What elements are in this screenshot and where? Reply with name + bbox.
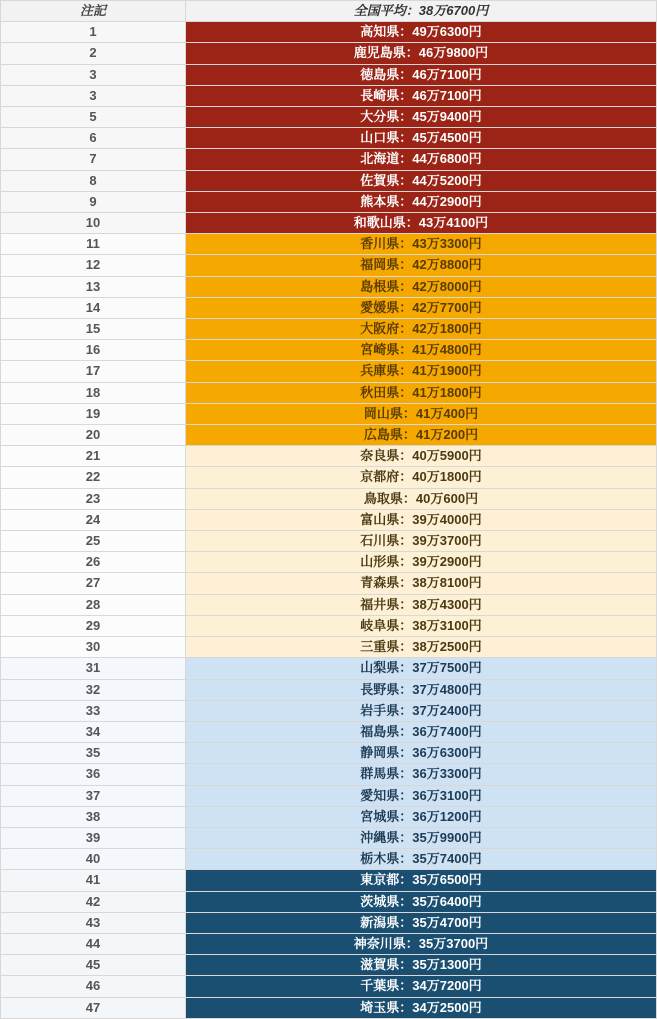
row-rank: 45 xyxy=(1,955,186,976)
table-row xyxy=(1,912,657,933)
table-row xyxy=(1,997,657,1018)
table-row xyxy=(1,721,657,742)
row-rank: 6 xyxy=(1,128,186,149)
table-row xyxy=(1,531,657,552)
row-prefecture-value: 岐阜県：38万3100円 xyxy=(186,615,657,636)
row-rank: 33 xyxy=(1,700,186,721)
table-row xyxy=(1,467,657,488)
table-row xyxy=(1,446,657,467)
table-row xyxy=(1,743,657,764)
row-rank: 39 xyxy=(1,827,186,848)
row-prefecture-value: 秋田県：41万1800円 xyxy=(186,382,657,403)
table-row xyxy=(1,382,657,403)
row-rank: 47 xyxy=(1,997,186,1018)
row-rank: 34 xyxy=(1,721,186,742)
row-prefecture-value: 愛知県：36万3100円 xyxy=(186,785,657,806)
row-prefecture-value: 青森県：38万8100円 xyxy=(186,573,657,594)
row-rank: 17 xyxy=(1,361,186,382)
row-rank: 7 xyxy=(1,149,186,170)
row-prefecture-value: 山形県：39万2900円 xyxy=(186,552,657,573)
table-row xyxy=(1,107,657,128)
row-prefecture-value: 京都府：40万1800円 xyxy=(186,467,657,488)
row-rank: 41 xyxy=(1,870,186,891)
row-rank: 9 xyxy=(1,191,186,212)
row-rank: 38 xyxy=(1,806,186,827)
table-row xyxy=(1,22,657,43)
row-rank: 14 xyxy=(1,297,186,318)
table-row xyxy=(1,933,657,954)
row-rank: 29 xyxy=(1,615,186,636)
table-row xyxy=(1,637,657,658)
table-row xyxy=(1,594,657,615)
table-row xyxy=(1,170,657,191)
row-prefecture-value: 兵庫県：41万1900円 xyxy=(186,361,657,382)
row-prefecture-value: 福井県：38万4300円 xyxy=(186,594,657,615)
row-prefecture-value: 山梨県：37万7500円 xyxy=(186,658,657,679)
table-header xyxy=(1,1,657,22)
row-prefecture-value: 高知県：49万6300円 xyxy=(186,22,657,43)
row-prefecture-value: 宮崎県：41万4800円 xyxy=(186,340,657,361)
table-row xyxy=(1,361,657,382)
table-row xyxy=(1,319,657,340)
row-prefecture-value: 千葉県：34万7200円 xyxy=(186,976,657,997)
table-row xyxy=(1,827,657,848)
table-row xyxy=(1,785,657,806)
row-rank: 27 xyxy=(1,573,186,594)
row-prefecture-value: 三重県：38万2500円 xyxy=(186,637,657,658)
row-prefecture-value: 鳥取県：40万600円 xyxy=(186,488,657,509)
row-prefecture-value: 長崎県：46万7100円 xyxy=(186,85,657,106)
table-row xyxy=(1,891,657,912)
table-row xyxy=(1,615,657,636)
table-row xyxy=(1,573,657,594)
row-prefecture-value: 山口県：45万4500円 xyxy=(186,128,657,149)
row-prefecture-value: 和歌山県：43万4100円 xyxy=(186,213,657,234)
table-row xyxy=(1,85,657,106)
row-prefecture-value: 熊本県：44万2900円 xyxy=(186,191,657,212)
row-prefecture-value: 香川県：43万3300円 xyxy=(186,234,657,255)
row-rank: 2 xyxy=(1,43,186,64)
header-national-average: 全国平均：38万6700円 xyxy=(186,1,657,22)
row-rank: 8 xyxy=(1,170,186,191)
table-row xyxy=(1,425,657,446)
row-prefecture-value: 宮城県：36万1200円 xyxy=(186,806,657,827)
row-prefecture-value: 茨城県：35万6400円 xyxy=(186,891,657,912)
row-rank: 30 xyxy=(1,637,186,658)
row-prefecture-value: 北海道：44万6800円 xyxy=(186,149,657,170)
row-prefecture-value: 佐賀県：44万5200円 xyxy=(186,170,657,191)
table-row xyxy=(1,276,657,297)
table-row xyxy=(1,700,657,721)
row-rank: 42 xyxy=(1,891,186,912)
table-row xyxy=(1,255,657,276)
table-row xyxy=(1,870,657,891)
row-rank: 37 xyxy=(1,785,186,806)
table-row xyxy=(1,658,657,679)
row-rank: 36 xyxy=(1,764,186,785)
table-row xyxy=(1,764,657,785)
row-prefecture-value: 島根県：42万8000円 xyxy=(186,276,657,297)
row-rank: 19 xyxy=(1,403,186,424)
table-row xyxy=(1,976,657,997)
row-prefecture-value: 東京都：35万6500円 xyxy=(186,870,657,891)
row-prefecture-value: 群馬県：36万3300円 xyxy=(186,764,657,785)
table-row xyxy=(1,955,657,976)
row-rank: 12 xyxy=(1,255,186,276)
row-rank: 28 xyxy=(1,594,186,615)
row-prefecture-value: 福岡県：42万8800円 xyxy=(186,255,657,276)
table-row xyxy=(1,128,657,149)
row-rank: 22 xyxy=(1,467,186,488)
row-prefecture-value: 広島県：41万200円 xyxy=(186,425,657,446)
row-rank: 31 xyxy=(1,658,186,679)
row-prefecture-value: 大分県：45万9400円 xyxy=(186,107,657,128)
table-row xyxy=(1,191,657,212)
row-rank: 32 xyxy=(1,679,186,700)
table-row xyxy=(1,552,657,573)
row-rank: 20 xyxy=(1,425,186,446)
row-rank: 1 xyxy=(1,22,186,43)
row-prefecture-value: 新潟県：35万4700円 xyxy=(186,912,657,933)
row-prefecture-value: 奈良県：40万5900円 xyxy=(186,446,657,467)
table-row xyxy=(1,679,657,700)
row-rank: 15 xyxy=(1,319,186,340)
table-row xyxy=(1,340,657,361)
row-rank: 10 xyxy=(1,213,186,234)
header-rank-label: 注記 xyxy=(1,1,186,22)
table-row xyxy=(1,488,657,509)
row-rank: 46 xyxy=(1,976,186,997)
row-rank: 3 xyxy=(1,85,186,106)
row-prefecture-value: 沖縄県：35万9900円 xyxy=(186,827,657,848)
row-rank: 5 xyxy=(1,107,186,128)
row-rank: 40 xyxy=(1,849,186,870)
row-prefecture-value: 大阪府：42万1800円 xyxy=(186,319,657,340)
row-rank: 21 xyxy=(1,446,186,467)
row-prefecture-value: 神奈川県：35万3700円 xyxy=(186,933,657,954)
row-rank: 25 xyxy=(1,531,186,552)
row-prefecture-value: 富山県：39万4000円 xyxy=(186,509,657,530)
row-rank: 23 xyxy=(1,488,186,509)
table-header-row xyxy=(1,1,657,22)
row-prefecture-value: 長野県：37万4800円 xyxy=(186,679,657,700)
row-prefecture-value: 愛媛県：42万7700円 xyxy=(186,297,657,318)
table-row xyxy=(1,849,657,870)
row-prefecture-value: 石川県：39万3700円 xyxy=(186,531,657,552)
row-rank: 13 xyxy=(1,276,186,297)
row-rank: 16 xyxy=(1,340,186,361)
table-row xyxy=(1,64,657,85)
table-row xyxy=(1,213,657,234)
row-prefecture-value: 埼玉県：34万2500円 xyxy=(186,997,657,1018)
row-rank: 26 xyxy=(1,552,186,573)
table-row xyxy=(1,403,657,424)
row-prefecture-value: 栃木県：35万7400円 xyxy=(186,849,657,870)
table-row xyxy=(1,806,657,827)
table-row xyxy=(1,234,657,255)
row-prefecture-value: 徳島県：46万7100円 xyxy=(186,64,657,85)
table-row xyxy=(1,509,657,530)
row-prefecture-value: 鹿児島県：46万9800円 xyxy=(186,43,657,64)
row-prefecture-value: 岩手県：37万2400円 xyxy=(186,700,657,721)
row-rank: 11 xyxy=(1,234,186,255)
row-prefecture-value: 静岡県：36万6300円 xyxy=(186,743,657,764)
row-rank: 3 xyxy=(1,64,186,85)
row-rank: 43 xyxy=(1,912,186,933)
row-rank: 35 xyxy=(1,743,186,764)
row-rank: 18 xyxy=(1,382,186,403)
row-rank: 44 xyxy=(1,933,186,954)
row-prefecture-value: 福島県：36万7400円 xyxy=(186,721,657,742)
row-rank: 24 xyxy=(1,509,186,530)
table-body xyxy=(1,22,657,1019)
table-row xyxy=(1,43,657,64)
row-prefecture-value: 岡山県：41万400円 xyxy=(186,403,657,424)
row-prefecture-value: 滋賀県：35万1300円 xyxy=(186,955,657,976)
table-row xyxy=(1,297,657,318)
table-row xyxy=(1,149,657,170)
